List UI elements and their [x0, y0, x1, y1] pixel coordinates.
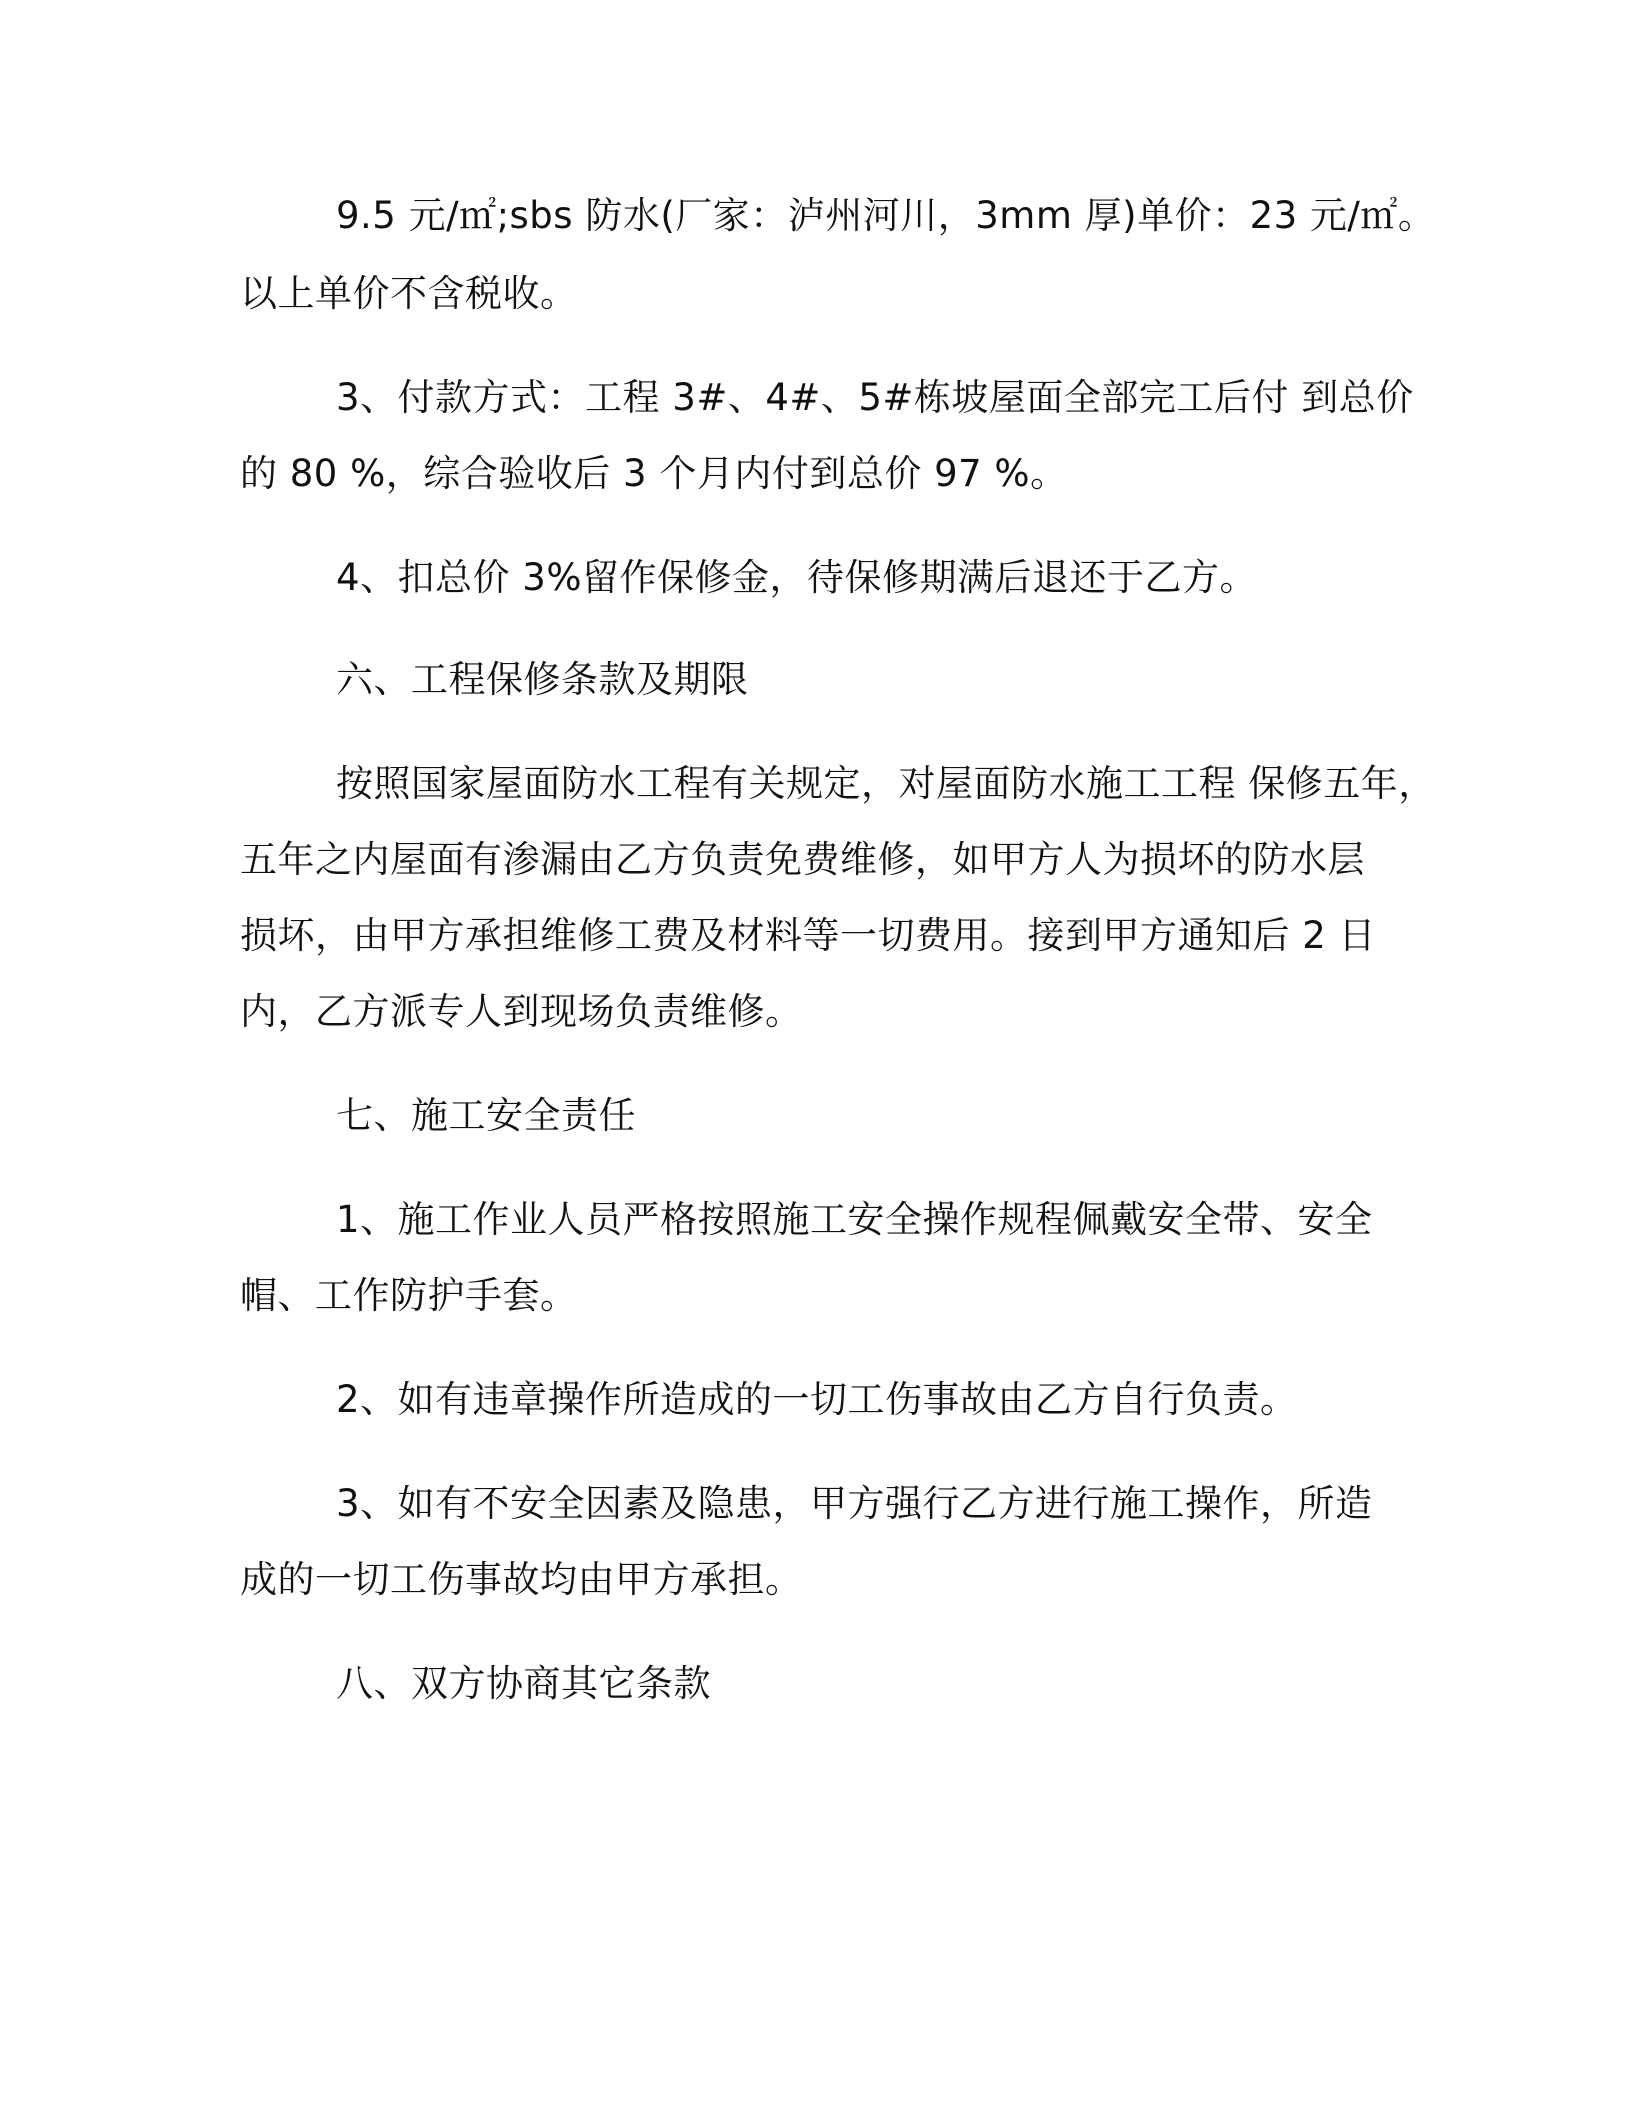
section-heading-other-terms: 八、双方协商其它条款: [336, 1662, 711, 1705]
safety-item-3-line-1: 3、如有不安全因素及隐患，甲方强行乙方进行施工操作，所造: [336, 1482, 1373, 1525]
section-heading-warranty: 六、工程保修条款及期限: [336, 658, 749, 701]
warranty-paragraph-line-2: 五年之内屋面有渗漏由乙方负责免费维修，如甲方人为损坏的防水层: [240, 838, 1365, 881]
pricing-line-1: 9.5 元/㎡;sbs 防水(厂家：泸州河川，3mm 厚)单价：23 元/㎡。: [336, 194, 1436, 237]
safety-item-3-line-2: 成的一切工伤事故均由甲方承担。: [240, 1558, 803, 1601]
safety-item-2-line: 2、如有违章操作所造成的一切工伤事故由乙方自行负责。: [336, 1378, 1298, 1421]
safety-item-1-line-1: 1、施工作业人员严格按照施工安全操作规程佩戴安全带、安全: [336, 1198, 1373, 1241]
pricing-line-2: 以上单价不含税收。: [240, 272, 578, 315]
payment-method-line-1: 3、付款方式：工程 3#、4#、5#栋坡屋面全部完工后付 到总价: [336, 376, 1414, 419]
section-heading-safety: 七、施工安全责任: [336, 1094, 636, 1137]
warranty-paragraph-line-4: 内，乙方派专人到现场负责维修。: [240, 990, 803, 1033]
warranty-paragraph-line-1: 按照国家屋面防水工程有关规定，对屋面防水施工工程 保修五年，: [336, 762, 1436, 805]
safety-item-1-line-2: 帽、工作防护手套。: [240, 1274, 578, 1317]
warranty-paragraph-line-3: 损坏，由甲方承担维修工费及材料等一切费用。接到甲方通知后 2 日: [240, 914, 1377, 957]
warranty-deposit-line: 4、扣总价 3%留作保修金，待保修期满后退还于乙方。: [336, 556, 1257, 599]
payment-method-line-2: 的 80 %，综合验收后 3 个月内付到总价 97 %。: [240, 452, 1068, 495]
